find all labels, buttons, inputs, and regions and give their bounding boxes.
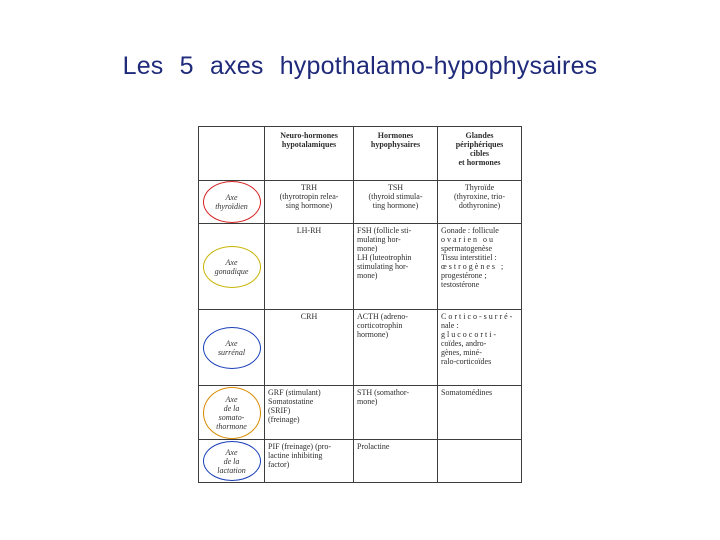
table-row xyxy=(199,224,522,310)
cell-line: coïdes, andro- xyxy=(441,339,487,348)
table-row xyxy=(199,386,522,440)
page-title xyxy=(0,52,720,81)
header-hypo-line: hypophysaires xyxy=(370,140,421,149)
cell-line: Somatostatine xyxy=(268,397,314,406)
cell-line: Tissu interstitiel : xyxy=(441,253,497,262)
neuro-cell xyxy=(265,440,354,483)
header-glands-line: et hormones xyxy=(458,158,501,167)
neuro-cell xyxy=(265,310,354,386)
axis-label-line: de la xyxy=(223,403,240,413)
header-glands-line: périphériques xyxy=(455,140,504,149)
axis-cell-adrenal xyxy=(199,310,265,386)
glands-cell xyxy=(438,386,522,440)
axis-cell-thyroid xyxy=(199,181,265,224)
hypo-cell xyxy=(354,310,438,386)
cell-line: ACTH (adreno- xyxy=(357,312,408,321)
axis-label-line: de la xyxy=(223,456,240,466)
header-hypo xyxy=(354,127,438,181)
axis-label-line: lactation xyxy=(217,465,246,475)
cell-line: Thyroïde xyxy=(464,183,495,192)
glands-cell xyxy=(438,310,522,386)
axis-label-line: Axe xyxy=(225,447,238,457)
cell-line: progestérone ; xyxy=(441,271,487,280)
cell-line: mone) xyxy=(357,244,378,253)
cell-line: ting hormone) xyxy=(372,201,419,210)
cell-line: LH (luteotrophin xyxy=(357,253,412,262)
cell-line: mone) xyxy=(357,271,378,280)
axis-oval-adrenal xyxy=(203,327,261,369)
neuro-cell xyxy=(265,181,354,224)
title-word-3: axes xyxy=(209,52,264,80)
cell-line: STH (somathor- xyxy=(357,388,410,397)
cell-line: (thyroid stimula- xyxy=(368,192,423,201)
cell-line: lactine inhibiting xyxy=(268,451,323,460)
cell-line: TSH xyxy=(387,183,404,192)
axis-label-line: thormone xyxy=(216,421,247,431)
table-header-row xyxy=(199,127,522,181)
cell-line: Gonade : follicule xyxy=(441,226,499,235)
header-neuro xyxy=(265,127,354,181)
hypo-cell xyxy=(354,386,438,440)
cell-line: stimulating hor- xyxy=(357,262,409,271)
axis-label-line: gonadique xyxy=(214,266,249,276)
cell-line: hormone) xyxy=(357,330,389,339)
cell-line: corticotrophin xyxy=(357,321,403,330)
axis-label-line: thyroïdien xyxy=(215,202,248,211)
cell-line: LH-RH xyxy=(296,226,322,235)
axis-oval-gonad xyxy=(203,246,261,288)
axis-cell-lactation xyxy=(199,440,265,483)
cell-line: CRH xyxy=(300,312,318,321)
cell-line: nale : xyxy=(441,321,459,330)
cell-line: Somatomédines xyxy=(441,388,493,397)
glands-cell xyxy=(438,224,522,310)
cell-line: dothyronine) xyxy=(458,201,501,210)
glands-cell xyxy=(438,181,522,224)
hypo-cell xyxy=(354,224,438,310)
cell-line: FSH (follicle sti- xyxy=(357,226,412,235)
cell-line: ralo-corticoïdes xyxy=(441,357,492,366)
title-word-2: 5 xyxy=(179,52,194,80)
cell-line: glucocorti- xyxy=(441,330,499,339)
cell-line: sing hormone) xyxy=(285,201,333,210)
cell-line: (thyroxine, trio- xyxy=(453,192,506,201)
header-neuro-line: hypotalamiques xyxy=(281,140,337,149)
table-row xyxy=(199,310,522,386)
neuro-cell xyxy=(265,224,354,310)
cell-line: Prolactine xyxy=(357,442,390,451)
cell-line: factor) xyxy=(268,460,290,469)
hypo-cell xyxy=(354,181,438,224)
title-word-1: Les xyxy=(122,52,164,80)
axis-label-line: Axe xyxy=(225,257,238,267)
hormone-table xyxy=(198,126,522,483)
cell-line: TRH xyxy=(301,183,317,192)
axis-label-line: surrénal xyxy=(217,347,246,357)
cell-line: gènes, miné- xyxy=(441,348,482,357)
cell-line: (SRIF) xyxy=(268,406,291,415)
header-glands-line: cibles xyxy=(469,149,490,158)
axis-label-line: Axe xyxy=(225,338,238,348)
cell-line: GRF (stimulant) xyxy=(268,388,321,397)
neuro-cell xyxy=(265,386,354,440)
header-neuro-line: Neuro-hormones xyxy=(280,131,338,140)
cell-line: œstrogènes ; xyxy=(441,262,506,271)
cell-line: ovarien ou xyxy=(441,235,495,244)
cell-line: spermatogenèse xyxy=(441,244,493,253)
axis-oval-somato xyxy=(203,387,261,439)
axis-label-line: somato- xyxy=(218,412,245,422)
axis-oval-thyroid xyxy=(203,181,261,223)
hormone-table-figure xyxy=(198,126,521,482)
axis-label-line: Axe xyxy=(225,193,238,202)
axis-cell-gonad xyxy=(199,224,265,310)
axis-cell-somato xyxy=(199,386,265,440)
cell-line: mulating hor- xyxy=(357,235,401,244)
cell-line: PIF (freinage) (pro- xyxy=(268,442,332,451)
title-word-4: hypothalamo-hypophysaires xyxy=(279,52,598,80)
cell-line: Cortico-surré- xyxy=(441,312,515,321)
cell-line: (thyrotropin relea- xyxy=(279,192,339,201)
axis-label-line: Axe xyxy=(225,394,238,404)
header-glands-line: Glandes xyxy=(465,131,494,140)
header-glands xyxy=(438,127,522,181)
axis-oval-lactation xyxy=(203,441,261,481)
cell-line: mone) xyxy=(357,397,378,406)
cell-line: testostérone xyxy=(441,280,480,289)
header-empty-cell xyxy=(199,127,265,181)
table-row xyxy=(199,181,522,224)
table-row xyxy=(199,440,522,483)
glands-cell xyxy=(438,440,522,483)
cell-line: (freinage) xyxy=(268,415,300,424)
header-hypo-line: Hormones xyxy=(377,131,414,140)
hypo-cell xyxy=(354,440,438,483)
